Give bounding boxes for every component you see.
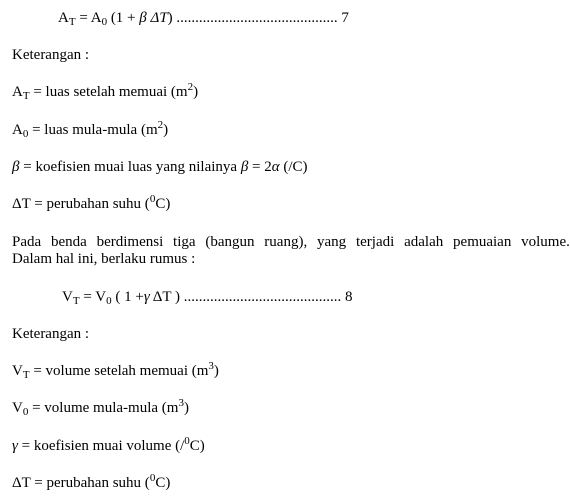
paragraph-word: yang <box>317 234 347 250</box>
def-beta <box>12 158 308 176</box>
def-gamma-text: = koefisien muai volume (/ <box>17 438 185 454</box>
eq8-lhs-base: V <box>62 289 73 305</box>
eq7-open: (1 + <box>110 10 136 26</box>
def-at-sup: 2 <box>187 81 194 93</box>
paragraph-word: pemuaian <box>453 234 512 250</box>
def-v0-base: V <box>12 400 23 416</box>
paragraph-word: adalah <box>404 234 444 250</box>
def-dt-1-sup: 0 <box>149 193 156 205</box>
paragraph-word: volume. <box>521 234 570 250</box>
def-vt-sup: 3 <box>208 360 214 372</box>
def-at-text: = luas setelah memuai (m <box>29 84 188 100</box>
def-beta-alpha: α <box>271 159 280 175</box>
keterangan-heading-1: Keterangan : <box>12 47 90 63</box>
def-v0 <box>12 399 189 417</box>
def-dt-2-end: C) <box>155 475 171 491</box>
def-dt-1 <box>12 195 170 213</box>
eq8-lhs-sub: T <box>72 295 80 307</box>
def-gamma <box>12 437 205 455</box>
eq7-lhs-base: A <box>58 10 69 26</box>
def-dt-1-text: ΔT = perubahan suhu ( <box>12 196 150 212</box>
eq8-rhs-base: V <box>95 289 107 305</box>
def-gamma-symbol: γ <box>12 438 18 454</box>
def-a0-text: = luas mula-mula (m <box>28 122 158 138</box>
eq8-dots: .......................................... <box>183 289 342 305</box>
paragraph-word: tiga <box>173 234 196 250</box>
def-beta-eq: = 2 <box>248 159 272 175</box>
paragraph-word: (bangun <box>205 234 255 250</box>
def-a0 <box>12 121 168 139</box>
paragraph-line-2: Dalam hal ini, berlaku rumus : <box>12 251 196 267</box>
eq7-rhs <box>91 10 107 26</box>
def-at-end: ) <box>193 84 199 100</box>
eq8-rhs-sub: 0 <box>106 295 112 307</box>
equation-7: $A_T = A_0$ (1 + β ΔT) ........................................... 7 <box>58 10 349 28</box>
eq7-close: ) <box>167 10 173 26</box>
def-vt-base: V <box>12 363 23 379</box>
paragraph-word: berdimensi <box>96 234 164 250</box>
def-a0-sub: 0 <box>22 128 29 140</box>
paragraph <box>12 234 570 268</box>
def-v0-end: ) <box>183 400 189 416</box>
paragraph-line-1 <box>12 234 570 251</box>
def-gamma-sup: 0 <box>184 435 190 447</box>
eq8-open: ( 1 + <box>115 289 144 305</box>
def-beta-end: (/C) <box>279 159 308 175</box>
def-at <box>12 83 198 101</box>
def-vt <box>12 362 219 380</box>
def-dt-2-sup: 0 <box>149 472 156 484</box>
eq8-gamma: γ <box>143 289 150 305</box>
def-beta-text: = koefisien muai luas yang nilainya <box>19 159 241 175</box>
eq7-rhs-base: A <box>90 10 102 26</box>
def-a0-base: A <box>12 122 23 138</box>
def-vt-end: ) <box>213 363 219 379</box>
def-beta-symbol2: β <box>240 159 249 175</box>
def-dt-1-end: C) <box>155 196 171 212</box>
def-v0-sup: 3 <box>178 397 184 409</box>
def-v0-sub: 0 <box>22 406 29 418</box>
def-beta-symbol: β <box>12 159 20 175</box>
paragraph-word: Pada <box>12 234 42 250</box>
paragraph-word: ruang), <box>264 234 308 250</box>
eq8-number: 8 <box>345 289 353 305</box>
eq8-delta: ΔT ) <box>152 289 180 305</box>
def-gamma-end: C) <box>189 438 205 454</box>
paragraph-word: terjadi <box>355 234 395 250</box>
equation-8: $V_T = V_0$ ( 1 +γ ΔT ) .......................................... 8 <box>62 289 353 307</box>
eq7-number: 7 <box>341 10 349 26</box>
keterangan-heading-2: Keterangan : <box>12 326 90 342</box>
eq8-rhs <box>95 289 111 305</box>
def-v0-text: = volume mula-mula (m <box>28 400 179 416</box>
eq7-dots: ........................................... <box>176 10 338 26</box>
eq7-beta: β <box>139 10 147 26</box>
eq7-lhs-sub: T <box>68 16 76 28</box>
def-at-base: A <box>12 84 23 100</box>
def-vt-text: = volume setelah memuai (m <box>29 363 209 379</box>
def-a0-sup: 2 <box>157 119 164 131</box>
eq7-delta: ΔT <box>150 10 168 26</box>
def-vt-sub: T <box>22 369 30 381</box>
paragraph-word: benda <box>50 234 87 250</box>
eq7-lhs <box>58 10 76 26</box>
def-dt-2 <box>12 474 170 492</box>
def-at-sub: T <box>22 90 30 102</box>
def-a0-end: ) <box>163 122 169 138</box>
eq8-lhs <box>62 289 80 305</box>
def-dt-2-text: ΔT = perubahan suhu ( <box>12 475 150 491</box>
eq7-rhs-sub: 0 <box>101 16 108 28</box>
